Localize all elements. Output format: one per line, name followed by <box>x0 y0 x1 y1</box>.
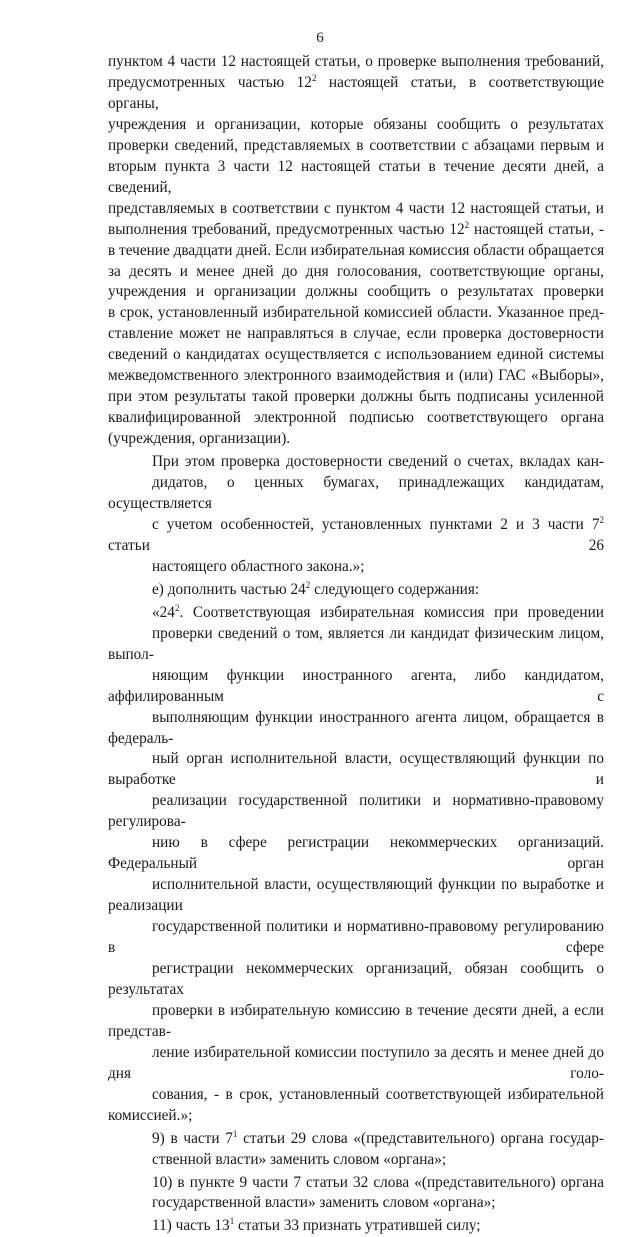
text-line: проверки в избирательную комиссию в течение десяти дней, а если представ- <box>108 1001 604 1040</box>
text-line: государственной власти» заменить словом «органа»; <box>152 1194 496 1212</box>
paragraph <box>108 603 604 1127</box>
superscript-index: 2 <box>174 602 180 613</box>
page-number: 6 <box>316 30 324 46</box>
text-line: межведомственного электронного взаимодействия и (или) ГАС «Выборы», <box>108 367 604 385</box>
paragraph <box>108 52 604 450</box>
text-line: выполняющим функции иностранного агента лицом, обращается в федераль- <box>108 708 604 747</box>
text-line: 10) в пункте 9 части 7 статьи 32 слова «(представительного) органа <box>152 1173 604 1191</box>
text-line: ственной власти» заменить словом «органа»; <box>152 1150 447 1168</box>
text-line: ставление может не направляться в случае, если проверка достоверности <box>108 325 604 343</box>
text-line: проверки сведений о том, является ли кандидат физическим лицом, выпол- <box>108 624 604 663</box>
text-line: При этом проверка достоверности сведений о счетах, вкладах кан- <box>152 453 604 471</box>
superscript-index: 2 <box>464 219 470 230</box>
text-line: за десять и менее дней до дня голосования, соответствующие органы, <box>108 262 604 280</box>
text-line: ление избирательной комиссии поступило за десять и менее дней до дня голо- <box>108 1043 604 1082</box>
text-line: в срок, установленный избирательной комиссией области. Указанное пред- <box>108 304 604 322</box>
paragraph <box>108 580 604 601</box>
text-line: квалифицированной электронной подписью соответствующего органа <box>108 409 604 427</box>
text-line: государственной политики и нормативно-правовому регулированию в сфере <box>108 918 604 957</box>
text-line: «$24^2$. Соответствующая избирательная комиссия при проведении <box>152 602 604 621</box>
text-line: реализации государственной политики и нормативно-правовому регулирова- <box>108 792 604 831</box>
text-line: учреждения и организации, которые обязаны сообщить о результатах <box>108 115 604 133</box>
paragraph <box>108 1173 604 1215</box>
superscript-index: 2 <box>599 514 604 525</box>
superscript-index: 2 <box>305 579 311 590</box>
text-line: выполнения требований, предусмотренных частью $12^2$ настоящей статьи, - <box>108 219 604 238</box>
text-line: сования, - в срок, установленный соответствующей избирательной комиссией.»; <box>108 1085 604 1124</box>
text-line: исполнительной власти, осуществляющий функции по выработке и реализации <box>108 876 604 915</box>
paragraph <box>108 452 604 578</box>
text-line: 9) в части $7^1$ статьи 29 слова «(представительного) органа государ- <box>152 1128 605 1147</box>
text-line: настоящего областного закона.»; <box>152 557 365 575</box>
text-line: с учетом особенностей, установленных пунктами 2 и 3 части $7^2$ статьи 26 <box>108 514 604 554</box>
paragraph <box>108 1216 604 1237</box>
superscript-index: 2 <box>311 72 317 83</box>
paragraph <box>108 1129 604 1171</box>
text-line: сведений о кандидатах осуществляется с использованием единой системы <box>108 346 604 364</box>
text-line: в течение двадцати дней. Если избирательная комиссия области обращается <box>108 241 605 259</box>
text-line: учреждения и организации должны сообщить о результатах проверки <box>108 283 604 301</box>
superscript-index: 1 <box>229 1216 235 1227</box>
text-line: няющим функции иностранного агента, либо кандидатом, аффилированным с <box>108 666 604 705</box>
text-line: представляемых в соответствии с пунктом 4 части 12 настоящей статьи, и <box>108 199 604 217</box>
text-line: дидатов, о ценных бумагах, принадлежащих кандидатам, осуществляется <box>108 474 604 513</box>
text-line: пунктом 4 части 12 настоящей статьи, о проверке выполнения требований, <box>108 53 604 70</box>
text-line: ный орган исполнительной власти, осуществляющий функции по выработке и <box>108 750 604 789</box>
document-body <box>108 52 604 1237</box>
text-line: нию в сфере регистрации некоммерческих организаций. Федеральный орган <box>108 834 604 873</box>
superscript-index: 1 <box>232 1128 238 1139</box>
text-line: предусмотренных частью $12^2$ настоящей статьи, в соответствующие органы, <box>108 72 604 112</box>
text-line: е) дополнить частью $24^2$ следующего содержания: <box>152 579 480 598</box>
text-line: вторым пункта 3 части 12 настоящей статьи в течение десяти дней, а сведений, <box>108 157 604 196</box>
text-line: проверки сведений, представляемых в соответствии с абзацами первым и <box>108 136 604 154</box>
text-line: 11) часть $13^1$ статьи 33 признать утратившей силу; <box>152 1216 481 1235</box>
text-line: (учреждения, организации). <box>108 430 291 448</box>
text-line: при этом результаты такой проверки должны быть подписаны усиленной <box>108 388 604 406</box>
text-line: регистрации некоммерческих организаций, обязан сообщить о результатах <box>108 959 604 998</box>
